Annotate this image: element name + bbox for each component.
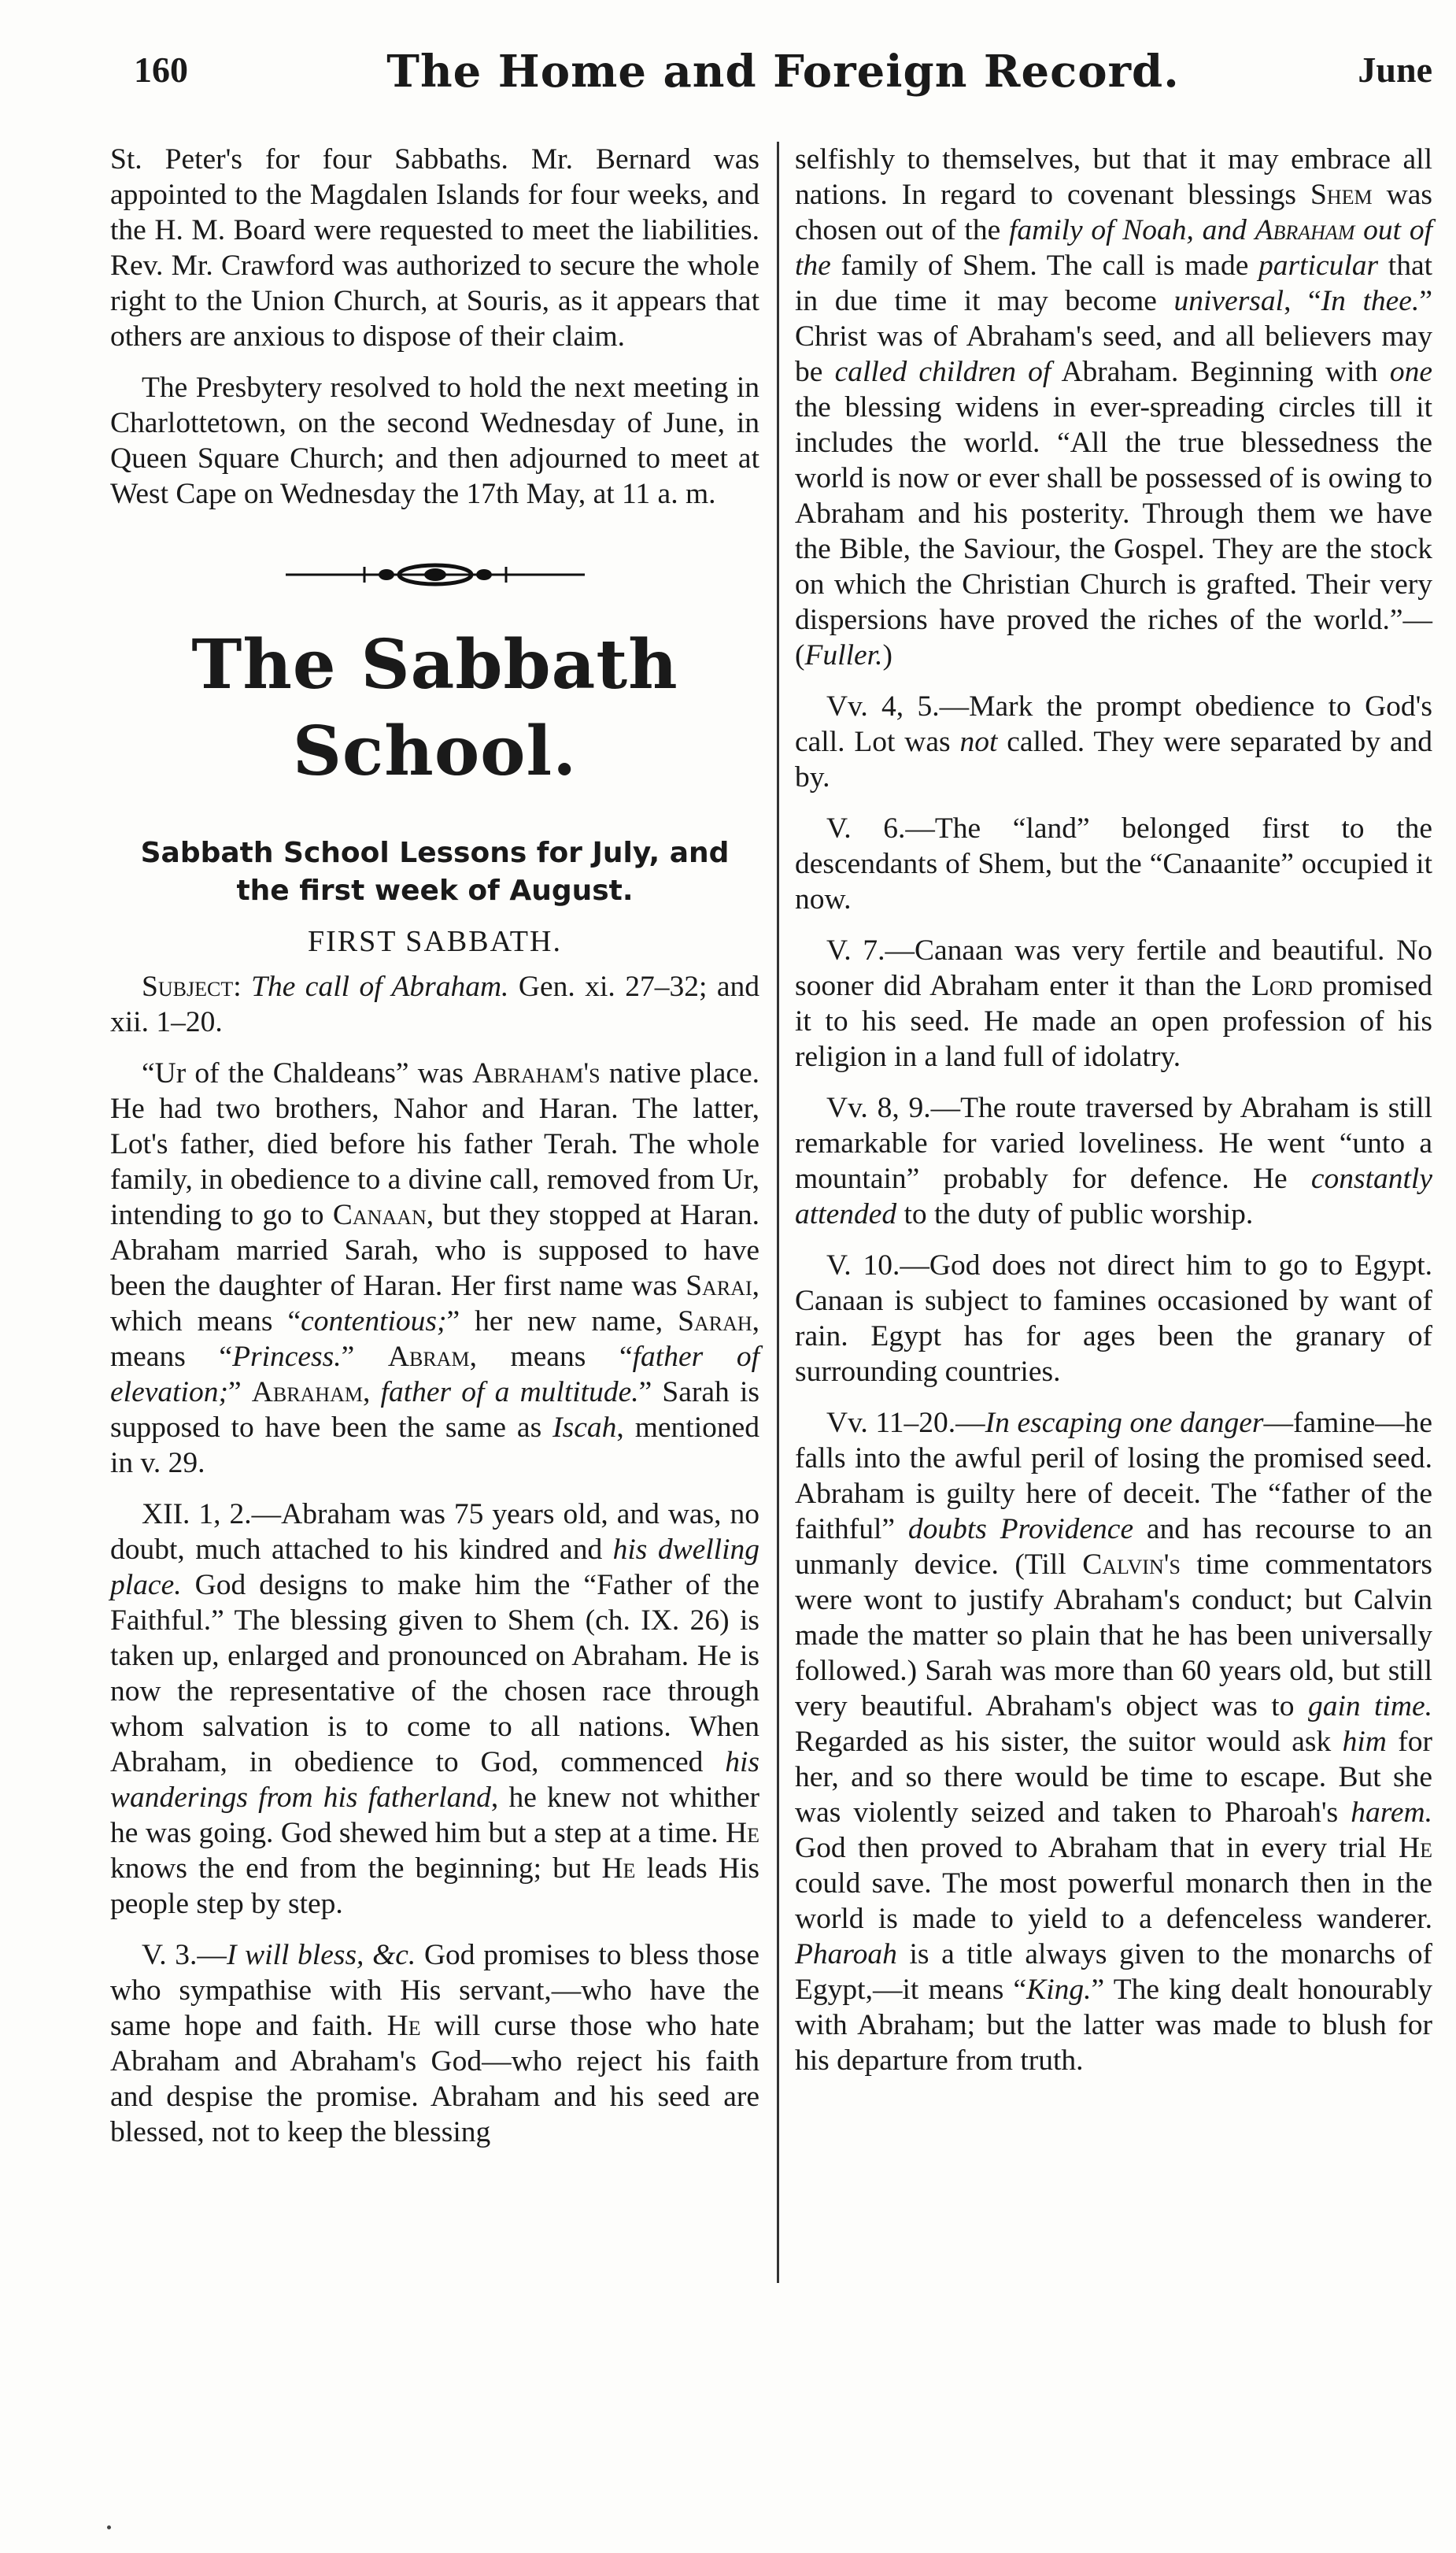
print-speck xyxy=(107,2525,111,2529)
section-title: The Sabbath School. xyxy=(191,625,678,791)
right-column xyxy=(795,142,1432,2094)
page-header xyxy=(134,46,1432,104)
paragraph: V. 10.—God does not direct him to go to Egypt. Canaan is subject to famines occasioned by want of rain. Egypt has for ages been the granary of surrounding countries. xyxy=(795,1249,1432,1388)
lessons-heading: Sabbath School Lessons for July, and the first week of August. xyxy=(140,837,730,907)
left-column xyxy=(110,142,759,2166)
paragraph: XII. 1, 2.—Abraham was 75 years old, and was, no doubt, much attached to his kindred and his dwelling place. God designs to make him the “Father of the Faithful.” The blessing given to Shem (ch. IX. 26) is taken up, enlarged and pronounced on Abraham. He is now the representative of the chosen race through whom salvation is to come to all nations. When Abraham, in obedience to God, commenced his wanderings from his fatherland, he knew not whither he was going. God shewed him but a step at a time. He knows the end from the beginning; but He leads His people step by step. xyxy=(110,1498,759,1920)
ornamental-divider xyxy=(286,559,585,590)
paragraph: V. 7.—Canaan was very fertile and beautiful. No sooner did Abraham enter it than the Lord promised it to his seed. He made an open profession of his religion in a land full of idolatry. xyxy=(795,934,1432,1073)
paragraph: V. 3.—I will bless, &c. God promises to bless those who sympathise with His servant,—who have the same hope and faith. He will curse those who hate Abraham and Abraham's God—who reject his faith and despise the promise. Abraham and his seed are blessed, not to keep the blessing xyxy=(110,1939,760,2148)
paragraph: Vv. 8, 9.—The route traversed by Abraham is still remarkable for varied loveliness. He went “unto a mountain” probably for defence. He constantly attended to the duty of public worship. xyxy=(795,1092,1432,1230)
journal-title: The Home and Foreign Record. xyxy=(386,46,1180,98)
subject-line: Subject: The call of Abraham. Gen. xi. 27–32; and xii. 1–20. xyxy=(110,971,759,1038)
paragraph: V. 6.—The “land” belonged first to the descendants of Shem, but the “Canaanite” occupied it now. xyxy=(795,812,1432,916)
paragraph: Vv. 11–20.—In escaping one danger—famine—he falls into the awful peril of losing the promised seed. Abraham is guilty here of deceit. The “father of the faithful” doubts Providence and has recourse to an unmanly device. (Till Calvin's time commentators were wont to justify Abraham's conduct; but Calvin made the matter so plain that he has been universally followed.) Sarah was more than 60 years old, but still very beautiful. Abraham's object was to gain time. Regarded as his sister, the suitor would ask him for her, and so there would be time to escape. But she was violently seized and taken to Pharoah's harem. God then proved to Abraham that in every trial He could save. The most powerful monarch then in the world is made to yield to a defenceless wanderer. Pharoah is a title always given to the monarchs of Egypt,—it means “King.” The king dealt honourably with Abraham; but the latter was made to blush for his departure from truth. xyxy=(795,1407,1433,2077)
page-number: 160 xyxy=(134,50,188,90)
sabbath-heading: FIRST SABBATH. xyxy=(308,925,562,958)
paragraph: The Presbytery resolved to hold the next meeting in Charlottetown, on the second Wednesday of June, in Queen Square Church; and then adjourned to meet at West Cape on Wednesday the 17th May, at 11 a. m. xyxy=(110,372,759,510)
paragraph: Vv. 4, 5.—Mark the prompt obedience to God's call. Lot was not called. They were separated by and by. xyxy=(795,690,1432,794)
column-rule xyxy=(777,142,779,2283)
paragraph: St. Peter's for four Sabbaths. Mr. Bernard was appointed to the Magdalen Islands for four weeks, and the H. M. Board were requested to meet the liabilities. Rev. Mr. Crawford was authorized to secure the whole right to the Union Church, at Souris, as it appears that others are anxious to dispose of their claim. xyxy=(110,143,759,353)
issue-month: June xyxy=(1358,50,1432,90)
paragraph: selfishly to themselves, but that it may embrace all nations. In regard to covenant blessings Shem was chosen out of the family of Noah, and Abraham out of the family of Shem. The call is made particular that in due time it may become universal, “In thee.” Christ was of Abraham's seed, and all believers may be called children of Abraham. Beginning with one the blessing widens in ever-spreading circles till it includes the world. “All the true blessedness the world is now or ever shall be possessed of is owing to Abraham and his posterity. Through them we have the Bible, the Saviour, the Gospel. They are the stock on which the Christian Church is grafted. Their very dispersions have proved the riches of the world.”—(Fuller.) xyxy=(795,143,1433,672)
paragraph: “Ur of the Chaldeans” was Abraham's native place. He had two brothers, Nahor and Haran. The latter, Lot's father, died before his father Terah. The whole family, in obedience to a divine call, removed from Ur, intending to go to Canaan, but they stopped at Haran. Abraham married Sarah, who is supposed to have been the daughter of Haran. Her first name was Sarai, which means “contentious;” her new name, Sarah, means “Princess.” Abram, means “father of elevation;” Abraham, father of a multitude.” Sarah is supposed to have been the same as Iscah, mentioned in v. 29. xyxy=(110,1057,760,1479)
